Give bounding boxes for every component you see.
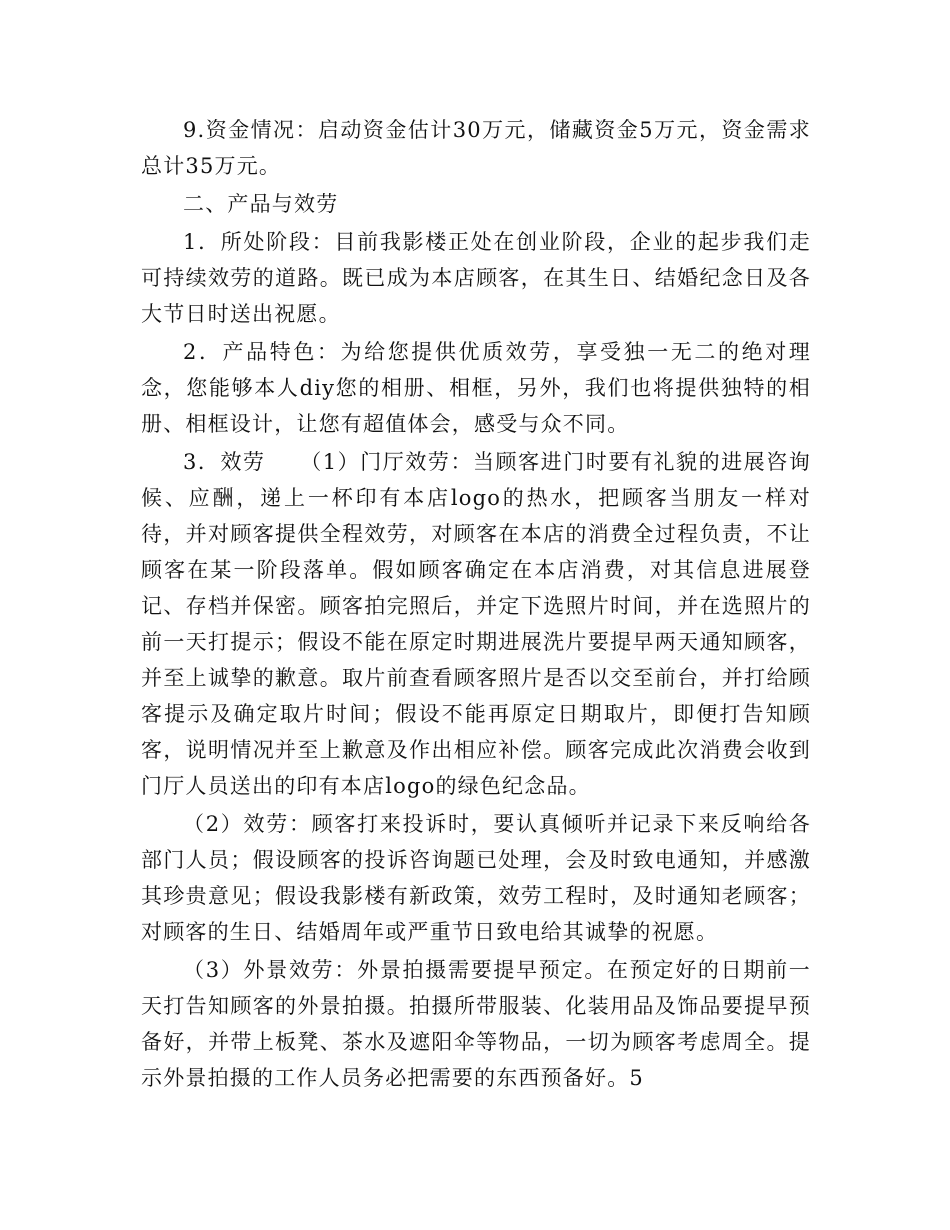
paragraph-outdoor-service: （3）外景效劳：外景拍摄需要提早预定。在预定好的日期前一天打告知顾客的外景拍摄。拍摄所带服装、化装用品及饰品要提早预备好，并带上板凳、茶水及遮阳伞等物品，一切为顾客考虑周全。提示外景拍摄的工作人员务必把需要的东西预备好。5 xyxy=(141,958,811,1090)
paragraph-lobby-service: 3．效劳 （1）门厅效劳：当顾客进门时要有礼貌的进展咨询候、应酬，递上一杯印有本店logo的热水，把顾客当朋友一样对待，并对顾客提供全程效劳，对顾客在本店的消费全过程负责，不让顾客在某一阶段落单。假如顾客确定在本店消费，对其信息进展登记、存档并保密。顾客拍完照后，并定下选照片时间，并在选照片的前一天打提示；假设不能在原定时期进展洗片要提早两天通知顾客，并至上诚挚的歉意。取片前查看顾客照片是否以交至前台，并打给顾客提示及确定取片时间；假设不能再原定日期取片，即便打告知顾客，说明情况并至上歉意及作出相应补偿。顾客完成此次消费会收到门厅人员送出的印有本店logo的绿色纪念品。 xyxy=(141,450,811,798)
document-body xyxy=(141,112,811,1098)
section-heading-products-services: 二、产品与效劳 xyxy=(183,192,339,216)
paragraph-complaint-service: （2）效劳：顾客打来投诉时，要认真倾听并记录下来反响给各部门人员；假设顾客的投诉咨询题已处理，会及时致电通知，并感激其珍贵意见；假设我影楼有新政策，效劳工程时，及时通知老顾客；对顾客的生日、结婚周年或严重节日致电给其诚挚的祝愿。 xyxy=(141,812,811,944)
paragraph-product-features: 2．产品特色：为给您提供优质效劳，享受独一无二的绝对理念，您能够本人diy您的相册、相框，另外，我们也将提供独特的相册、相框设计，让您有超值体会，感受与众不同。 xyxy=(141,340,811,436)
paragraph-funding: 9.资金情况：启动资金估计30万元，储藏资金5万元，资金需求总计35万元。 xyxy=(141,118,811,178)
paragraph-current-stage: 1．所处阶段：目前我影楼正处在创业阶段，企业的起步我们走可持续效劳的道路。既已成为本店顾客，在其生日、结婚纪念日及各大节日时送出祝愿。 xyxy=(141,230,811,326)
